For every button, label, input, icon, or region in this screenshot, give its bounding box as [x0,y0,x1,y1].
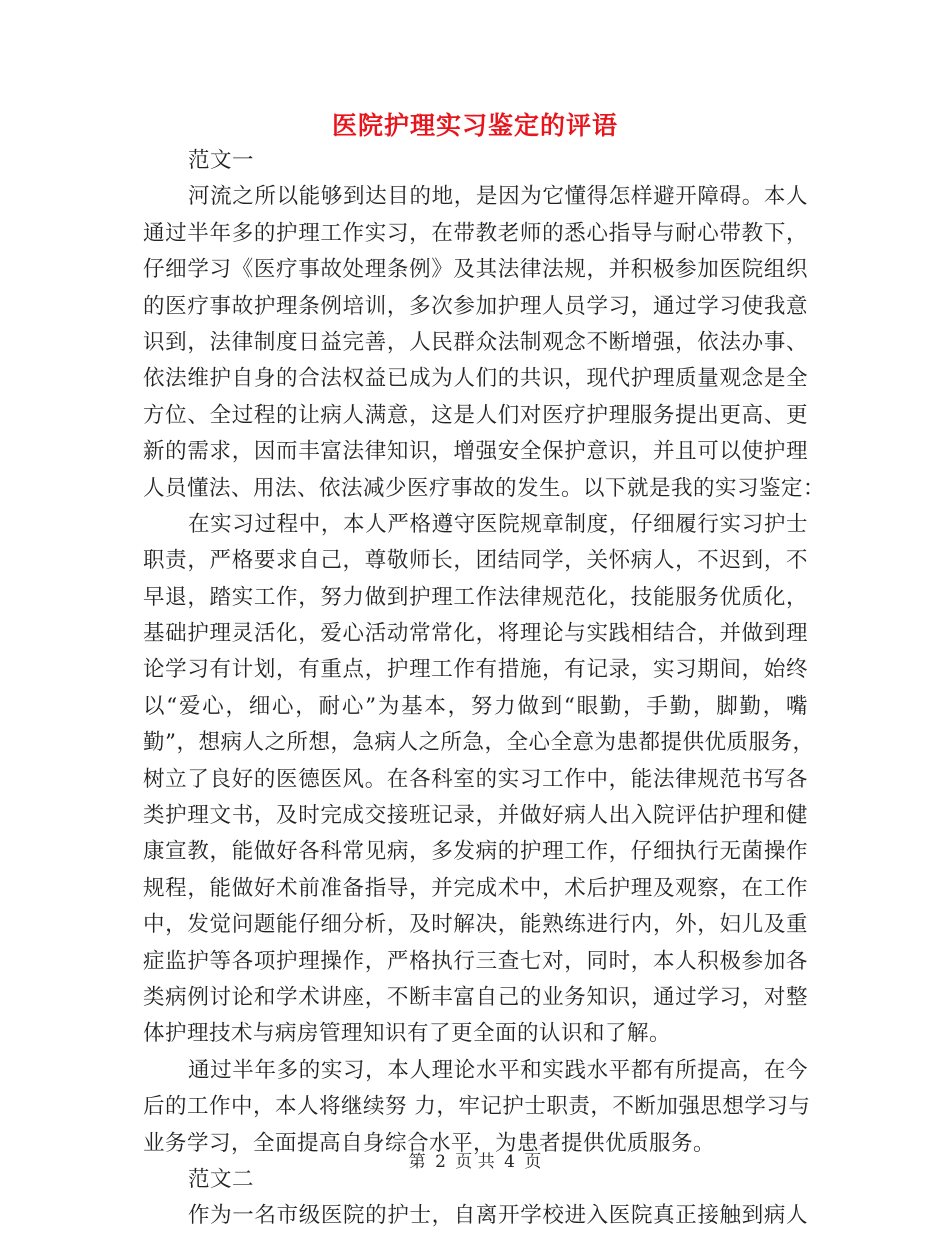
text-line: 中，发觉问题能仔细分析，及时解决，能熟练进行内，外，妇儿及重 [143,912,808,938]
text-line: 通过半年多的护理工作实习，在带教老师的悉心指导与耐心带教下， [143,220,808,246]
text-line: 基础护理灵活化，爱心活动常常化，将理论与实践相结合，并做到理 [143,621,808,647]
page-current: 2 [435,1152,446,1172]
page-suffix: 页 [524,1152,542,1172]
page-prefix: 第 [408,1152,426,1172]
text-line: 仔细学习《医疗事故处理条例》及其法律法规，并积极参加医院组织 [143,257,808,283]
document-body [143,143,826,1235]
text-line: 范文二 [188,1166,255,1192]
text-line: 新的需求，因而丰富法律知识，增强安全保护意识，并且可以使护理 [143,439,808,465]
text-line: 体护理技术与病房管理知识有了更全面的认识和了解。 [143,1021,672,1047]
text-line: 河流之所以能够到达目的地，是因为它懂得怎样避开障碍。本人 [188,184,808,210]
text-line: 作为一名市级医院的护士，自离开学校进入医院真正接触到病人 [188,1203,808,1229]
text-line: 以“爱心，细心，耐心”为基本，努力做到“眼勤，手勤，脚勤，嘴 [143,693,808,719]
text-line: 在实习过程中，本人严格遵守医院规章制度，仔细履行实习护士 [188,511,808,537]
text-line: 规程，能做好术前准备指导，并完成术中，术后护理及观察，在工作 [143,875,808,901]
text-line: 树立了良好的医德医风。在各科室的实习工作中，能法律规范书写各 [143,766,808,792]
page-mid: 页 共 [455,1152,495,1172]
document-title: 医院护理实习鉴定的评语 [331,111,618,140]
page-footer [0,1150,950,1174]
text-line: 人员懂法、用法、依法减少医疗事故的发生。以下就是我的实习鉴定： [143,475,826,501]
text-line: 职责，严格要求自己，尊敬师长，团结同学，关怀病人，不迟到，不 [143,548,808,574]
text-line: 早退，踏实工作，努力做到护理工作法律规范化，技能服务优质化， [143,584,808,610]
text-line: 类护理文书，及时完成交接班记录，并做好病人出入院评估护理和健 [143,803,808,829]
text-line: 后的工作中，本人将继续努 力，牢记护士职责，不断加强思想学习与 [143,1094,811,1120]
text-line: 康宣教，能做好各科常见病，多发病的护理工作，仔细执行无菌操作 [143,839,808,865]
page-total: 4 [504,1152,515,1172]
text-line: 类病例讨论和学术讲座，不断丰富自己的业务知识，通过学习，对整 [143,984,808,1010]
text-line: 通过半年多的实习，本人理论水平和实践水平都有所提高，在今 [188,1057,808,1083]
text-line: 识到，法律制度日益完善，人民群众法制观念不断增强，依法办事、 [143,329,808,355]
text-line: 症监护等各项护理操作，严格执行三查七对，同时，本人积极参加各 [143,948,808,974]
text-line: 依法维护自身的合法权益已成为人们的共识，现代护理质量观念是全 [143,366,808,392]
text-line: 的医疗事故护理条例培训，多次参加护理人员学习，通过学习使我意 [143,293,808,319]
text-line: 业务学习，全面提高自身综合水平，为患者提供优质服务。 [143,1130,716,1156]
text-line: 论学习有计划，有重点，护理工作有措施，有记录，实习期间，始终 [143,657,808,683]
text-line: 范文一 [188,148,255,173]
text-line: 勤”，想病人之所想，急病人之所急，全心全意为患都提供优质服务， [143,730,815,756]
text-line: 方位、全过程的让病人满意，这是人们对医疗护理服务提出更高、更 [143,402,808,428]
